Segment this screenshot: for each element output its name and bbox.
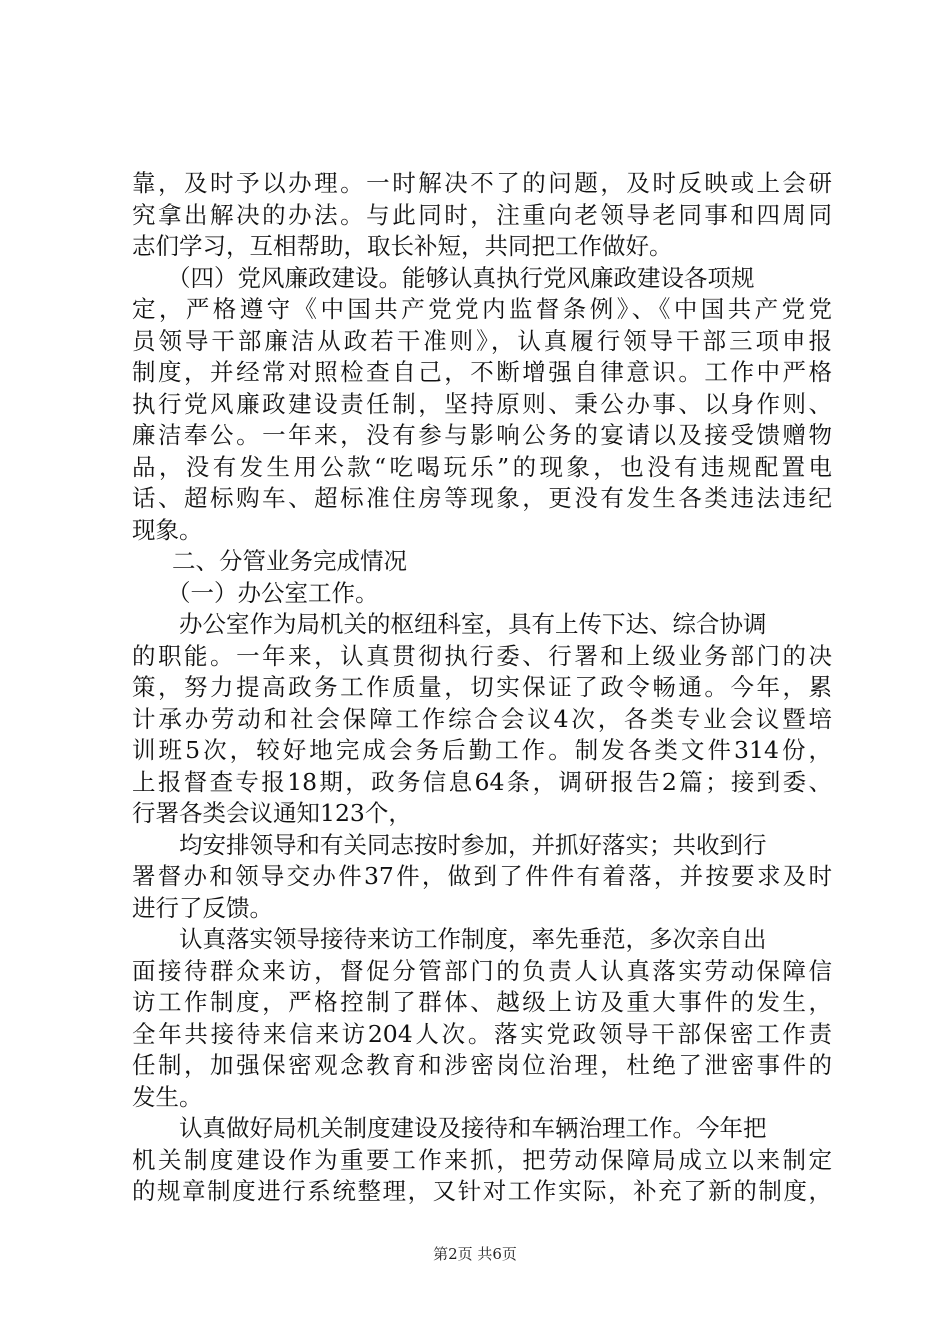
text-line: （四）党风廉政建设。能够认真执行党风廉政建设各项规 [167,263,755,292]
text-line: 二、分管业务完成情况 [172,547,407,575]
text-line: 进行了反馈。 [132,893,273,922]
text-line: 均安排领导和有关同志按时参加，并抓好落实；共收到行 [179,830,767,859]
text-line: 认真做好局机关制度建设及接待和车辆治理工作。今年把 [179,1114,767,1142]
text-line: 面接待群众来访，督促分管部门的负责人认真落实劳动保障信 [132,956,832,985]
text-line: 的职能。一年来，认真贯彻执行委、行署和上级业务部门的决 [132,641,832,670]
text-line: 现象。 [132,515,203,544]
text-line: 策，努力提高政务工作质量，切实保证了政令畅通。今年，累 [132,673,832,701]
text-line: 任制，加强保密观念教育和涉密岗位治理，杜绝了泄密事件的 [132,1051,832,1079]
text-line: 志们学习，互相帮助，取长补短，共同把工作做好。 [132,232,673,260]
text-line: 究拿出解决的办法。与此同时，注重向老领导老同事和四周同 [132,200,832,229]
text-line: 发生。 [132,1082,203,1111]
text-line: 访工作制度，严格控制了群体、越级上访及重大事件的发生， [132,988,832,1016]
text-line: 执行党风廉政建设责任制，坚持原则、秉公办事、以身作则、 [132,389,832,418]
text-line: 制度，并经常对照检查自己，不断增强自律意识。工作中严格 [132,358,832,386]
text-line: 上报督查专报18期，政务信息64条，调研报告2篇；接到委、 [132,767,832,796]
text-line: 署督办和领导交办件37件，做到了件件有着落，并按要求及时 [132,862,832,890]
document-body [132,168,832,1208]
text-line: 机关制度建设作为重要工作来抓，把劳动保障局成立以来制定 [132,1145,832,1174]
text-line: 品，没有发生用公款“吃喝玩乐”的现象，也没有违规配置电 [132,452,832,481]
text-line: 全年共接待来信来访204人次。落实党政领导干部保密工作责 [132,1019,832,1048]
text-line: 行署各类会议通知123个， [132,799,412,827]
text-line: 认真落实领导接待来访工作制度，率先垂范，多次亲自出 [179,925,767,953]
text-line: 训班5次，较好地完成会务后勤工作。制发各类文件314份， [132,736,832,764]
text-line: 办公室作为局机关的枢纽科室，具有上传下达、综合协调 [179,610,767,638]
text-line: 话、超标购车、超标准住房等现象，更没有发生各类违法违纪 [132,484,832,512]
text-line: 廉洁奉公。一年来，没有参与影响公务的宴请以及接受馈赠物 [132,421,832,449]
text-line: 的规章制度进行系统整理，又针对工作实际，补充了新的制度， [132,1177,832,1205]
text-line: 靠，及时予以办理。一时解决不了的问题，及时反映或上会研 [132,169,832,197]
page-footer: 第2页 共6页 [433,1245,517,1263]
text-line: 员领导干部廉洁从政若干准则》，认真履行领导干部三项申报 [132,326,832,355]
text-line: 定，严格遵守《中国共产党党内监督条例》、《中国共产党党 [132,295,832,323]
text-line: 计承办劳动和社会保障工作综合会议4次，各类专业会议暨培 [132,704,832,733]
text-line: （一）办公室工作。 [167,578,379,607]
